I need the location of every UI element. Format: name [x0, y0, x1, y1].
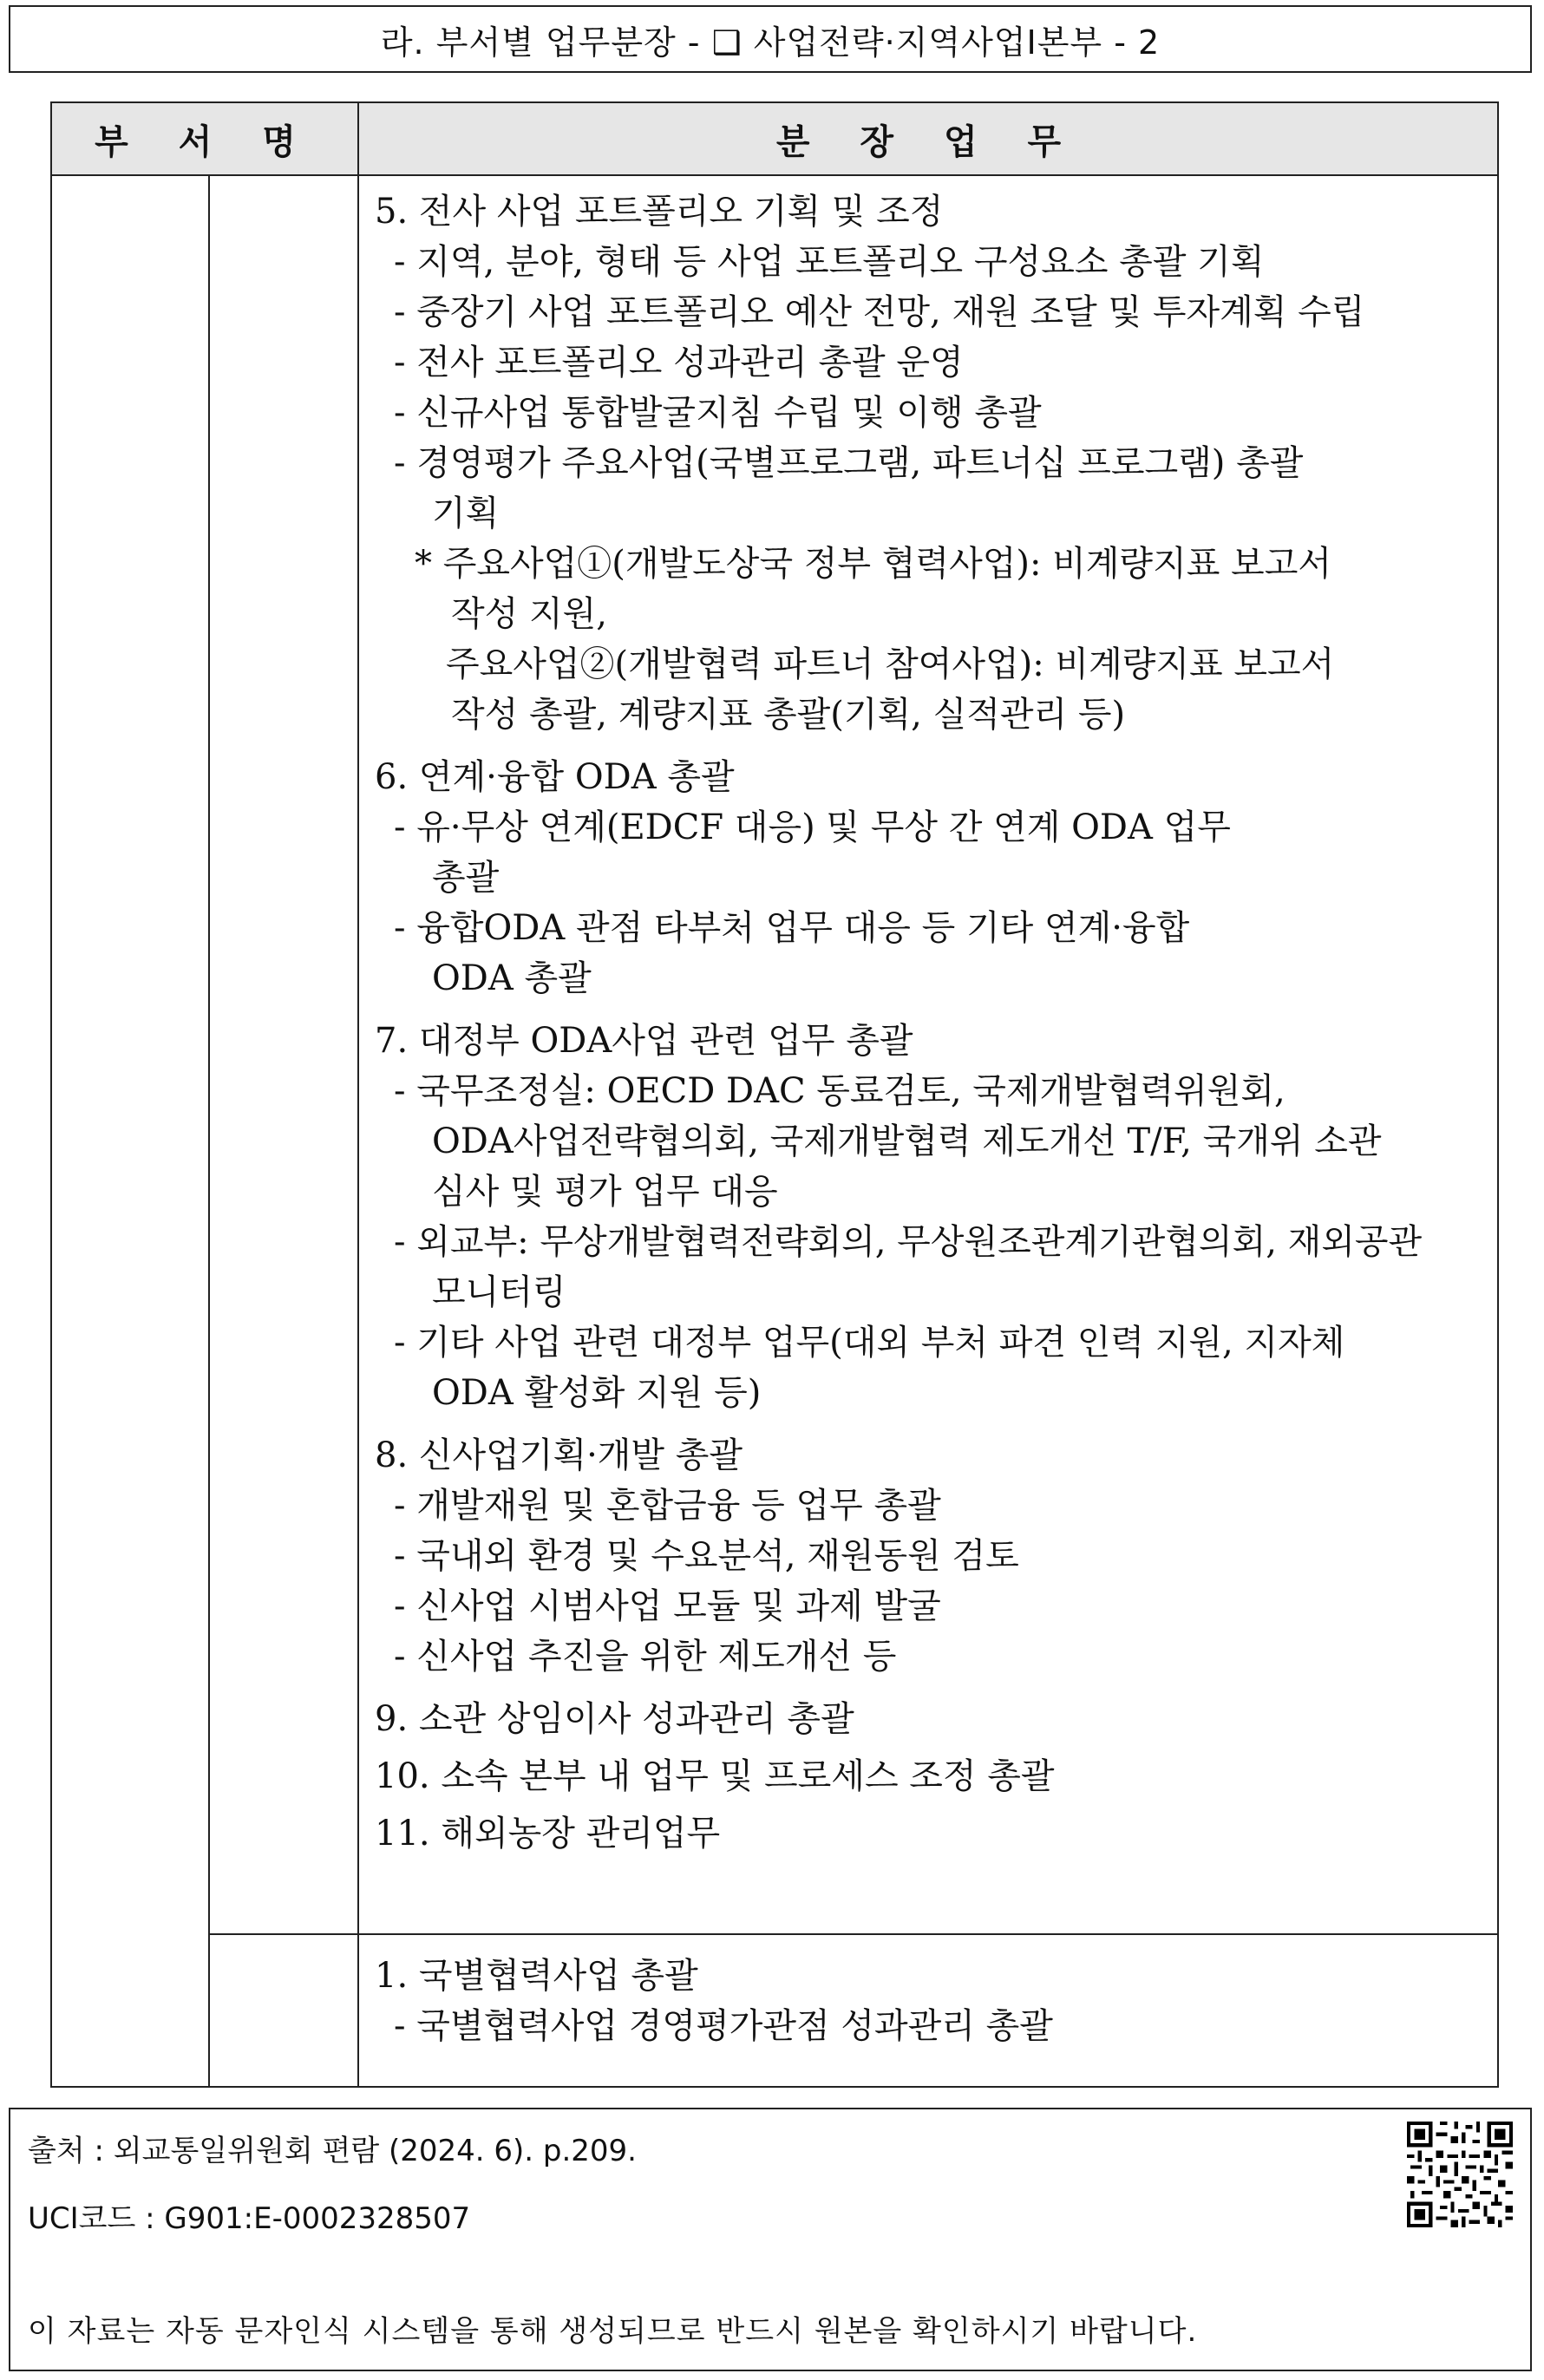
section-11-heading: 11. 해외농장 관리업무: [375, 1814, 721, 1854]
list-item: - 융합ODA 관점 타부처 업무 대응 등 기타 연계·융합: [394, 908, 1190, 948]
section-8-heading: 8. 신사업기획·개발 총괄: [375, 1435, 743, 1475]
footer-notice: 이 자료는 자동 문자인식 시스템을 통해 생성되므로 반드시 원본을 확인하시기 바랍니다.: [28, 2314, 1198, 2349]
column-header-duties: 분 장 업 무: [775, 121, 1081, 162]
header-title: 라. 부서별 업무분장 - ❑ 사업전략·지역사업Ⅰ본부 - 2: [380, 23, 1161, 62]
note-line: 주요사업②(개발협력 파트너 참여사업): 비계량지표 보고서: [446, 644, 1335, 684]
list-item: - 신규사업 통합발굴지침 수립 및 이행 총괄: [394, 393, 1042, 433]
list-item-continuation: 총괄: [432, 858, 500, 898]
list-item: - 개발재원 및 혼합금융 등 업무 총괄: [394, 1486, 941, 1526]
list-item: - 신사업 추진을 위한 제도개선 등: [394, 1637, 897, 1677]
duties-block-2: [375, 1951, 1494, 2051]
list-item: - 국무조정실: OECD DAC 동료검토, 국제개발협력위원회,: [394, 1071, 1286, 1111]
list-item: - 유·무상 연계(EDCF 대응) 및 무상 간 연계 ODA 업무: [394, 808, 1231, 847]
list-item-continuation: ODA사업전략협의회, 국제개발협력 제도개선 T/F, 국개위 소관: [432, 1121, 1382, 1161]
section-7-heading: 7. 대정부 ODA사업 관련 업무 총괄: [375, 1021, 913, 1061]
list-item: - 신사업 시범사업 모듈 및 과제 발굴: [394, 1586, 941, 1626]
list-item-continuation: 기획: [432, 494, 500, 533]
footer-source: 출처 : 외교통일위원회 편람 (2024. 6). p.209.: [28, 2134, 637, 2168]
page-footer: [9, 2108, 1532, 2371]
section-5-heading: 5. 전사 사업 포트폴리오 기획 및 조정: [375, 192, 944, 232]
note-line: 작성 총괄, 계량지표 총괄(기획, 실적관리 등): [451, 695, 1126, 735]
footer-uci-code: UCI코드 : G901:E-0002328507: [28, 2201, 471, 2236]
list-item: - 경영평가 주요사업(국별프로그램, 파트너십 프로그램) 총괄: [394, 443, 1304, 483]
section-9-heading: 9. 소관 상임이사 성과관리 총괄: [375, 1699, 854, 1739]
note-line: 작성 지원,: [451, 594, 607, 634]
list-item: - 기타 사업 관련 대정부 업무(대외 부처 파견 인력 지원, 지자체: [394, 1323, 1345, 1363]
list-item-continuation: 모니터링: [432, 1272, 566, 1312]
qr-code-icon: [1407, 2122, 1513, 2227]
list-item-continuation: 심사 및 평가 업무 대응: [432, 1172, 778, 1212]
section-6-heading: 6. 연계·융합 ODA 총괄: [375, 757, 735, 797]
duties-block-1: [375, 186, 1494, 1866]
column-divider-sub: [208, 176, 210, 2086]
list-item-continuation: ODA 총괄: [432, 958, 592, 998]
list-item: - 지역, 분야, 형태 등 사업 포트폴리오 구성요소 총괄 기획: [394, 242, 1265, 282]
column-header-department: 부 서 명: [52, 103, 359, 174]
section-10-heading: 10. 소속 본부 내 업무 및 프로세스 조정 총괄: [375, 1756, 1055, 1796]
column-divider-main: [357, 176, 359, 2086]
list-item: - 국내외 환경 및 수요분석, 재원동원 검토: [394, 1536, 1019, 1576]
list-item: - 전사 포트폴리오 성과관리 총괄 운영: [394, 343, 964, 382]
page-header: [9, 5, 1532, 73]
duty-table: [50, 101, 1499, 2088]
note-line: * 주요사업①(개발도상국 정부 협력사업): 비계량지표 보고서: [415, 544, 1331, 584]
block2-heading: 1. 국별협력사업 총괄: [375, 1956, 698, 1996]
list-item: - 국별협력사업 경영평가관점 성과관리 총괄: [394, 2006, 1053, 2046]
list-item: - 중장기 사업 포트폴리오 예산 전망, 재원 조달 및 투자계획 수립: [394, 292, 1365, 332]
list-item-continuation: ODA 활성화 지원 등): [432, 1373, 762, 1413]
list-item: - 외교부: 무상개발협력전략회의, 무상원조관계기관협의회, 재외공관: [394, 1222, 1423, 1262]
row-divider: [208, 1933, 1499, 1935]
table-header-row: [52, 103, 1497, 176]
